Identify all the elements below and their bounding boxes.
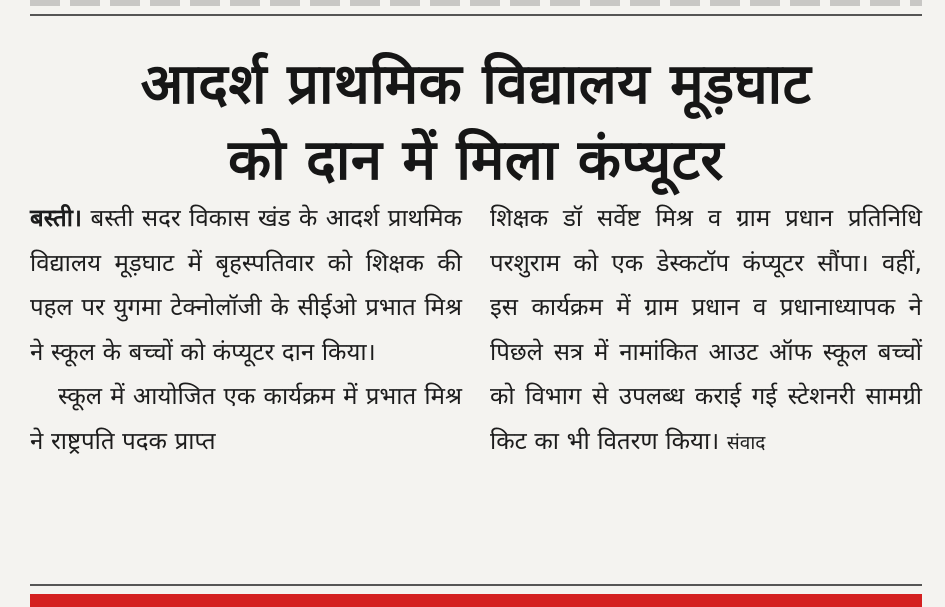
article-headline xyxy=(30,47,922,199)
article-body xyxy=(30,196,922,566)
clipped-previous-text xyxy=(30,0,922,6)
article-paragraph-2-start: स्कूल में आयोजित एक कार्यक्रम में प्रभात मिश्र ने राष्ट्रपति पदक प्राप्त xyxy=(30,382,462,455)
article-column-left xyxy=(30,196,462,566)
headline-line-2: को दान में मिला कंप्यूटर xyxy=(228,128,724,194)
article-paragraph-2-continued: शिक्षक डॉ सर्वेष्ट मिश्र व ग्राम प्रधान प्रतिनिधि परशुराम को एक डेस्कटॉप कंप्यूटर सौंपा। वहीं, इस कार्यक्रम में ग्राम प्रधान व प्रधानाध्यापक ने पिछले सत्र में नामांकित आउट ऑफ स्कूल बच्चों को विभाग से उपलब्ध कराई गई स्टेशनरी सामग्री किट का भी वितरण किया। संवाद xyxy=(490,204,922,455)
headline-line-1: आदर्श प्राथमिक विद्यालय मूड़घाट xyxy=(140,52,812,118)
reporter-credit: संवाद xyxy=(726,431,766,454)
paragraph-1-text: बस्ती सदर विकास खंड के आदर्श प्राथमिक विद्यालय मूड़घाट में बृहस्पतिवार को शिक्षक की पहल पर युगमा टेक्नोलॉजी के सीईओ प्रभात मिश्र ने स्कूल के बच्चों को कंप्यूटर दान किया। xyxy=(30,204,462,366)
bottom-divider xyxy=(30,584,922,586)
top-divider xyxy=(30,14,922,16)
article-column-right xyxy=(490,196,922,566)
next-article-red-band xyxy=(30,594,922,607)
dateline: बस्ती। xyxy=(30,204,83,232)
article-paragraph-1 xyxy=(30,196,462,374)
